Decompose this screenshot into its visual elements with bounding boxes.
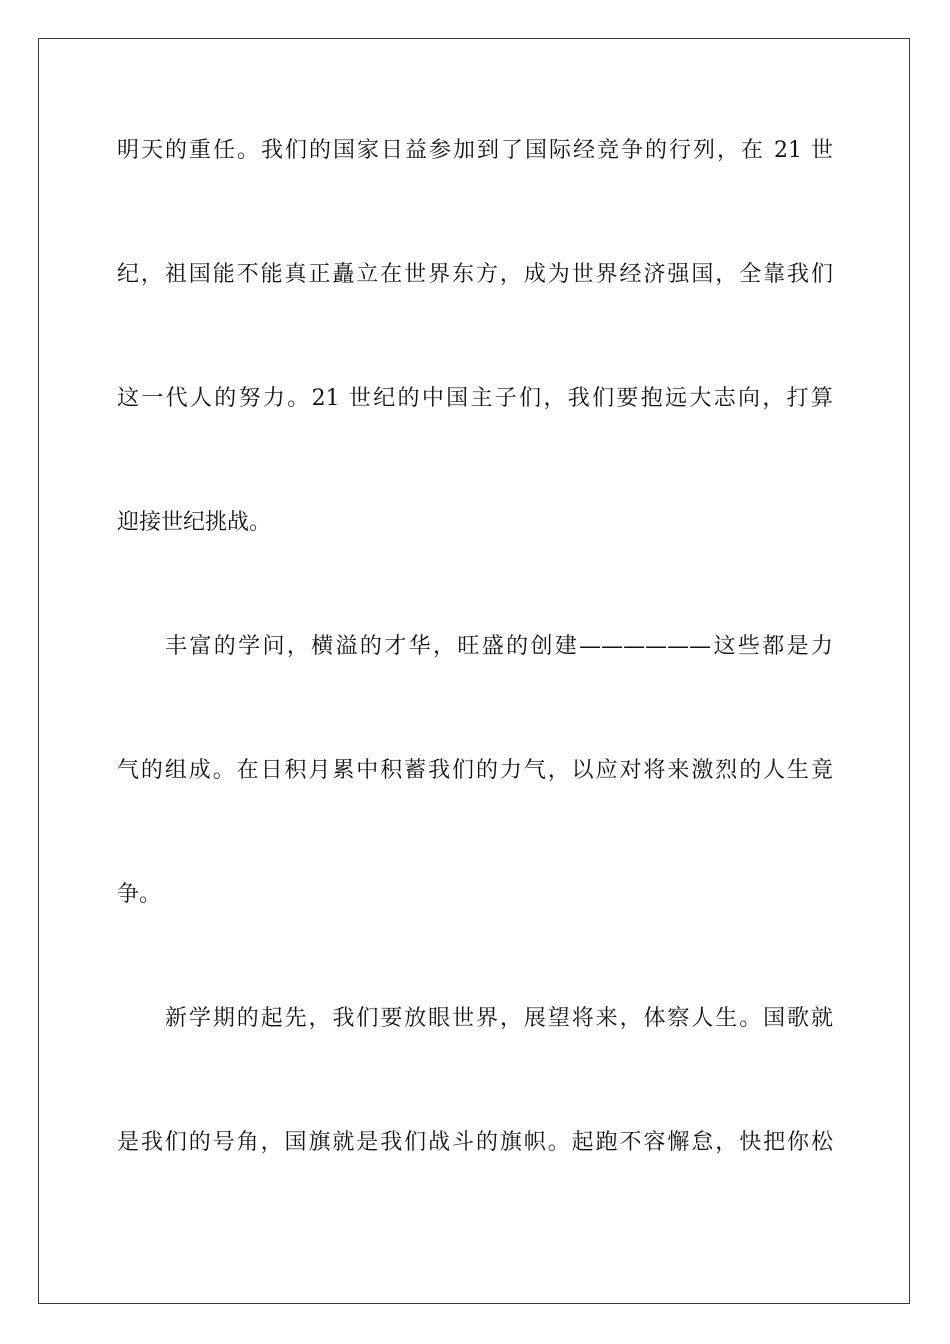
text-line-5: 丰富的学问，横溢的才华，旺盛的创建——————这些都是力 [165, 634, 833, 659]
page-border [38, 38, 910, 1304]
text-line-8: 新学期的起先，我们要放眼世界，展望将来，体察人生。国歌就 [165, 1006, 833, 1031]
text-line-9: 是我们的号角，国旗就是我们战斗的旗帜。起跑不容懈怠，快把你松 [117, 1130, 833, 1155]
text-line-1: 明天的重任。我们的国家日益参加到了国际经竞争的行列，在 21 世 [117, 138, 833, 163]
text-line-4: 迎接世纪挑战。 [117, 510, 272, 535]
text-line-6: 气的组成。在日积月累中积蓄我们的力气，以应对将来激烈的人生竟 [117, 758, 833, 783]
text-line-2: 纪，祖国能不能真正矗立在世界东方，成为世界经济强国，全靠我们 [117, 262, 833, 287]
text-line-7: 争。 [117, 882, 162, 907]
text-line-3: 这一代人的努力。21 世纪的中国主子们，我们要抱远大志向，打算 [117, 386, 833, 411]
